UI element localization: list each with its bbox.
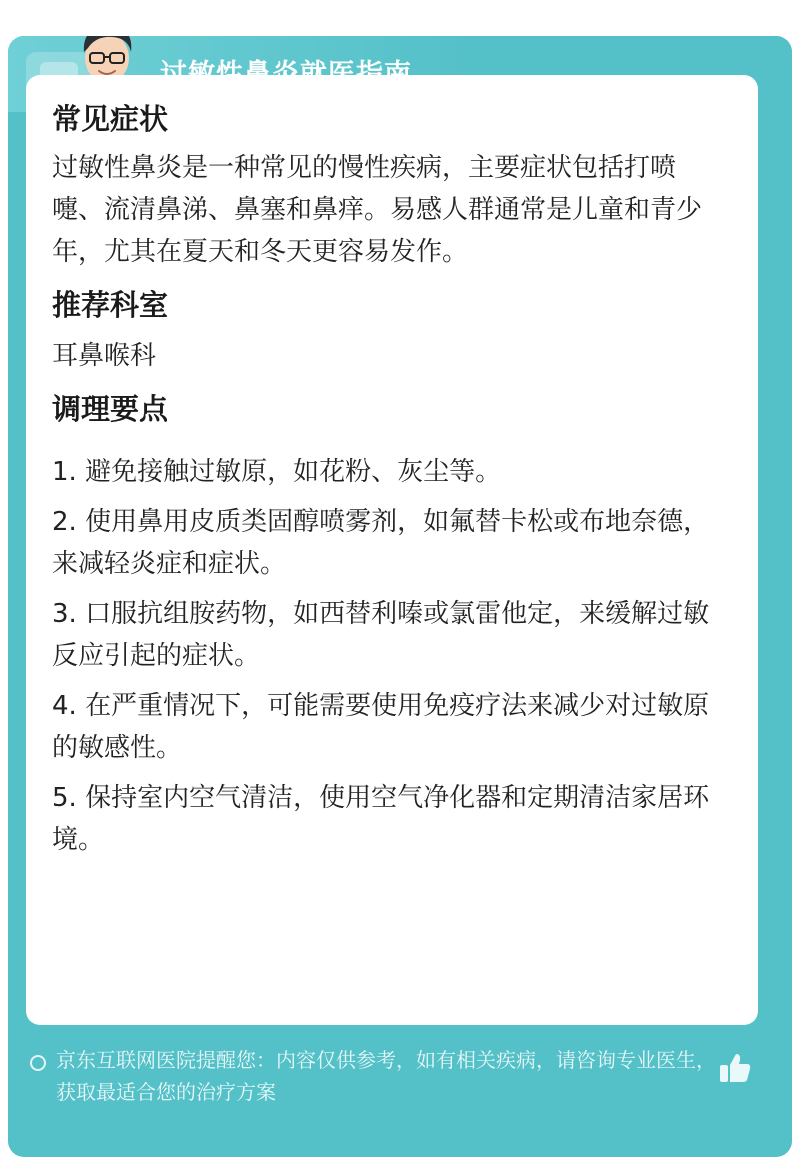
footer-text: 京东互联网医院提醒您：内容仅供参考，如有相关疾病，请咨询专业医生，获取最适合您的治疗方案 — [56, 1048, 716, 1104]
care-item-2: 2. 使用鼻用皮质类固醇喷雾剂，如氟替卡松或布地奈德，来减轻炎症和症状。 — [52, 507, 710, 579]
symptoms-title: 常见症状 — [52, 102, 169, 136]
care-item-1: 1. 避免接触过敏原，如花粉、灰尘等。 — [52, 457, 502, 487]
care-item-5: 5. 保持室内空气清洁，使用空气净化器和定期清洁家居环境。 — [52, 783, 710, 855]
thumbs-up-icon[interactable] — [717, 1050, 753, 1086]
info-icon — [30, 1055, 46, 1071]
content-card — [26, 75, 758, 1025]
care-title: 调理要点 — [52, 392, 169, 426]
department-text: 耳鼻喉科 — [52, 341, 157, 371]
department-title: 推荐科室 — [52, 288, 169, 322]
content-body — [52, 97, 718, 861]
symptoms-text: 过敏性鼻炎是一种常见的慢性疾病，主要症状包括打喷嚏、流清鼻涕、鼻塞和鼻痒。易感人群通常是儿童和青少年，尤其在夏天和冬天更容易发作。 — [52, 153, 703, 267]
care-item-4: 4. 在严重情况下，可能需要使用免疫疗法来减少对过敏原的敏感性。 — [52, 691, 710, 763]
care-item-3: 3. 口服抗组胺药物，如西替利嗪或氯雷他定，来缓解过敏反应引起的症状。 — [52, 599, 710, 671]
